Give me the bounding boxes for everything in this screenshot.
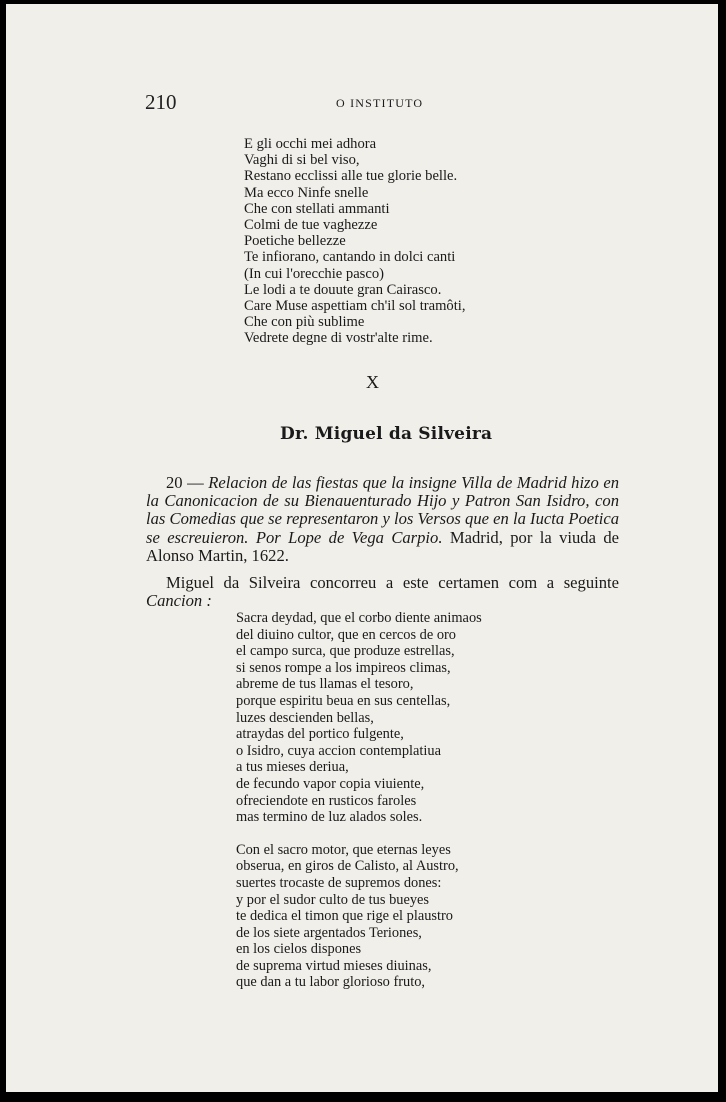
intro-italic: Cancion : — [146, 591, 212, 611]
verse-line: que dan a tu labor glorioso fruto, — [236, 974, 426, 991]
verse-line: del diuino cultor, que en cercos de oro — [236, 626, 457, 643]
italian-poem — [244, 136, 466, 347]
verse-line: mas termino de luz alados soles. — [236, 809, 423, 826]
verse-line: luzes descienden bellas, — [236, 709, 374, 726]
verse-line: Ma ecco Ninfe snelle — [244, 184, 369, 201]
section-numeral: X — [366, 372, 379, 392]
book-page — [6, 4, 718, 1092]
intro-text: Miguel da Silveira concorreu a este certamen com a seguinte — [166, 573, 619, 592]
verse-line: a tus mieses deriua, — [236, 759, 349, 776]
entry-title: Relacion de las fiestas que la insigne Villa de Madrid hizo en la Canonicacion de su Bienauenturado Hijo y Patron San Isidro, con las Comedias que se representaron y los Versos que en la Iucta Poetica se escreuieron. Por Lope de Vega Carpio. — [146, 473, 619, 547]
verse-line: el campo surca, que produze estrellas, — [236, 643, 455, 660]
verse-line: Poetiche bellezze — [244, 233, 346, 250]
verse-line: o Isidro, cuya accion contemplatiua — [236, 742, 441, 759]
stanza-gap — [236, 826, 482, 842]
page-number: 210 — [145, 90, 177, 114]
verse-line: Colmi de tue vaghezze — [244, 217, 378, 234]
verse-line: Vaghi di si bel viso, — [244, 152, 360, 169]
verse-line: de fecundo vapor copia viuiente, — [236, 775, 425, 792]
verse-line: Te infiorano, cantando in dolci canti — [244, 249, 456, 266]
verse-line: obserua, en giros de Calisto, al Austro, — [236, 858, 459, 875]
verse-line: suertes trocaste de supremos dones: — [236, 874, 442, 891]
verse-line: E gli occhi mei adhora — [244, 136, 377, 152]
cancion-poem — [236, 610, 482, 991]
verse-line: te dedica el timon que rige el plaustro — [236, 908, 453, 925]
entry-imprint: Madrid, por la viuda de Alonso Martin, 1622. — [146, 527, 619, 565]
verse-line: Care Muse aspettiam ch'il sol tramôti, — [244, 298, 466, 315]
verse-line: porque espiritu beua en sus centellas, — [236, 692, 451, 709]
verse-line: (In cui l'orecchie pasco) — [244, 265, 384, 282]
verse-line: en los cielos dispones — [236, 941, 362, 958]
verse-line: de los siete argentados Teriones, — [236, 924, 422, 941]
section-title: Dr. Miguel da Silveira — [280, 424, 493, 444]
verse-line: y por el sudor culto de tus bueyes — [236, 891, 430, 908]
verse-line: abreme de tus llamas el tesoro, — [236, 676, 414, 693]
verse-line: Che con stellati ammanti — [244, 200, 390, 217]
verse-line: Restano ecclissi alle tue glorie belle. — [244, 168, 458, 185]
entry-number: 20 — — [166, 473, 204, 492]
verse-line: Le lodi a te douute gran Cairasco. — [244, 281, 442, 298]
verse-line: Vedrete degne di vostr'alte rime. — [244, 330, 433, 347]
verse-line: Con el sacro motor, que eternas leyes — [236, 841, 451, 858]
verse-line: si senos rompe a los impireos climas, — [236, 659, 451, 676]
verse-line: ofreciendote en rusticos faroles — [236, 792, 417, 809]
verse-line: de suprema virtud mieses diuinas, — [236, 957, 432, 974]
verse-line: atraydas del portico fulgente, — [236, 726, 404, 743]
bibliographic-entry — [146, 474, 619, 565]
running-title: O INSTITUTO — [336, 96, 424, 110]
verse-line: Sacra deydad, que el corbo diente animaos — [236, 610, 482, 626]
verse-line: Che con più sublime — [244, 314, 365, 331]
intro-paragraph — [146, 574, 619, 610]
